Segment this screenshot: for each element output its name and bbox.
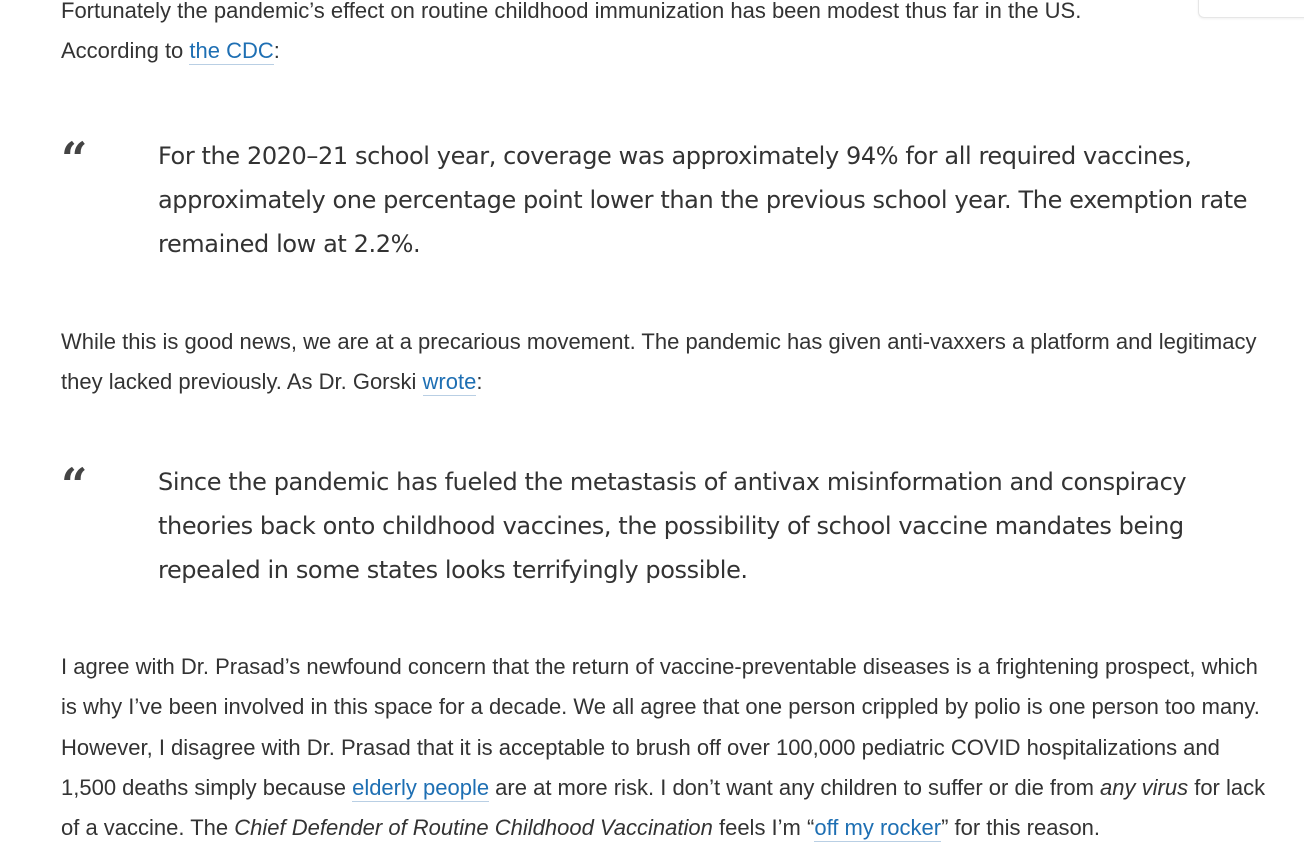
paragraph-text: : xyxy=(273,38,280,64)
emphasis-any-virus: any virus xyxy=(1100,775,1189,801)
quote-text: For the 2020–21 school year, coverage was approximately 94% for all required vaccines, approximately one percentage point lower than the previous school year. The exemption rate remained low at 2.2%. xyxy=(158,141,1248,258)
blockquote-cdc xyxy=(61,131,1276,266)
blockquote-gorski xyxy=(61,460,1276,592)
link-off-my-rocker[interactable]: off my rocker xyxy=(814,815,942,841)
emphasis-chief-defender: Chief Defender of Routine Childhood Vaccination xyxy=(234,815,713,841)
quote-text: Since the pandemic has fueled the metastasis of antivax misinformation and conspiracy theories back onto childhood vaccines, the possibility of school vaccine mandates being repealed in some states looks terrifyingly possible. xyxy=(158,468,1187,585)
quote-mark-icon: “ xyxy=(61,458,88,513)
paragraph-text: for lack of a vaccine. The xyxy=(61,775,1266,841)
paragraph-text: While this is good news, we are at a precarious movement. The pandemic has given anti-vaxxers a platform and legitimacy they lacked previously. As Dr. Gorski xyxy=(61,328,1257,394)
link-elderly-people[interactable]: elderly people xyxy=(352,775,490,801)
article-body xyxy=(61,0,1276,849)
paragraph-text: are at more risk. I don’t want any children to suffer or die from xyxy=(489,775,1101,801)
link-the-cdc[interactable]: the CDC xyxy=(189,38,274,64)
link-wrote[interactable]: wrote xyxy=(422,368,477,394)
quote-mark-icon: “ xyxy=(61,131,88,186)
paragraph-text: According to xyxy=(61,38,190,64)
paragraph-text: feels I’m “ xyxy=(712,815,815,841)
paragraph-text: ” for this reason. xyxy=(941,815,1101,841)
paragraph-cdc xyxy=(61,0,1276,72)
paragraph-good-news xyxy=(61,322,1276,403)
paragraph-text: : xyxy=(476,368,483,394)
paragraph-text: Fortunately the pandemic’s effect on routine childhood immunization has been modest thus far in the US. xyxy=(61,0,1082,23)
paragraph-text: I agree with Dr. Prasad’s newfound concern that the return of vaccine-preventable diseases is a frightening prospect, which is why I’ve been involved in this space for a decade. We all agree that one person crippled by polio is one person too many. However, I disagree with Dr. Prasad that it is acceptable to brush off over 100,000 pediatric COVID hospitalizations and 1,500 deaths simply because xyxy=(61,654,1260,801)
paragraph-prasad xyxy=(61,647,1276,848)
